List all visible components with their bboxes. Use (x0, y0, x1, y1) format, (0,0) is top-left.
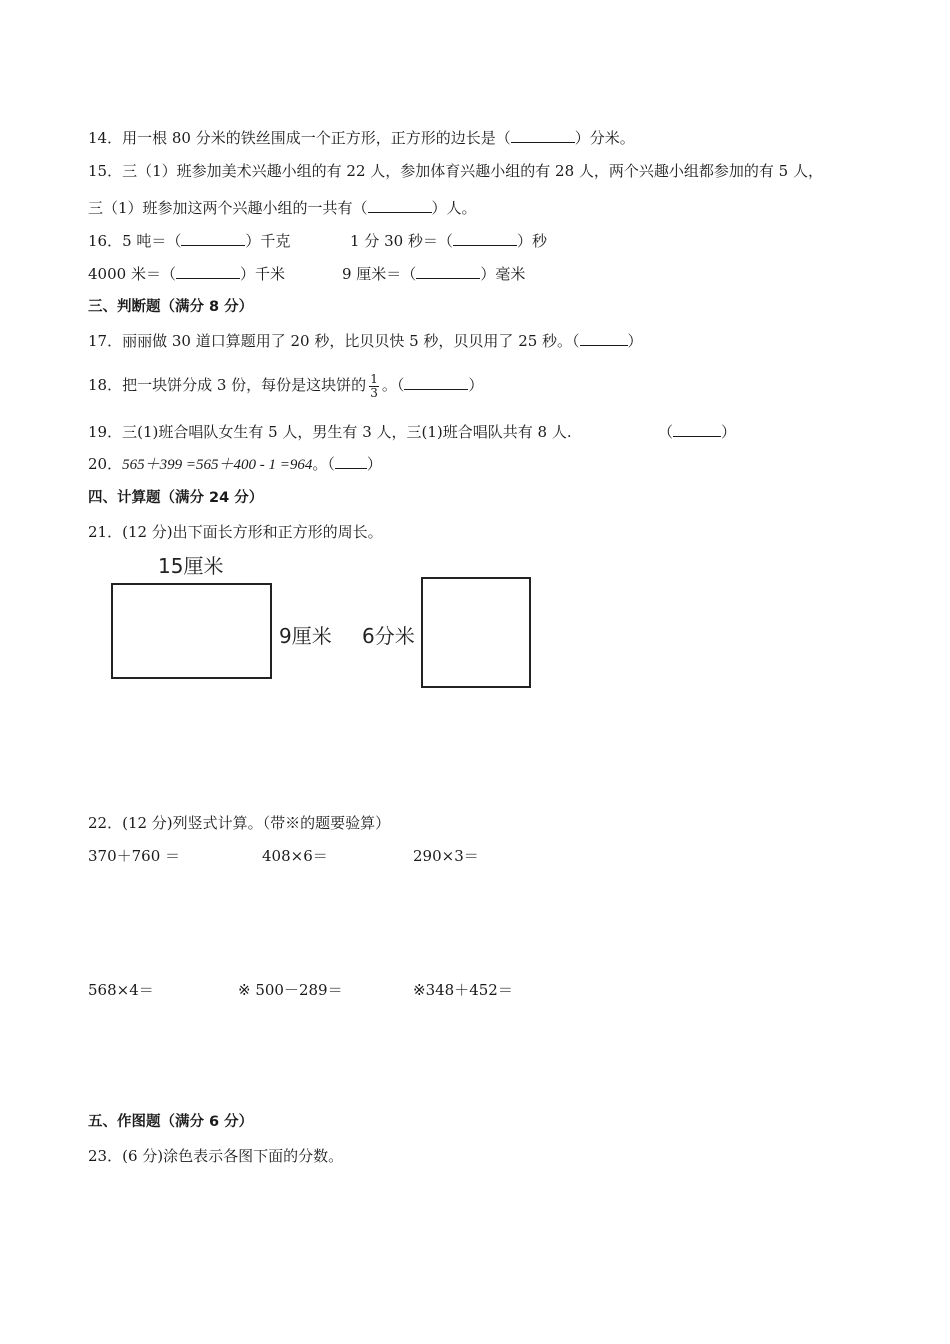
question-text: 丽丽做 30 道口算题用了 20 秒，比贝贝快 5 秒，贝贝用了 25 秒。（ (122, 332, 580, 350)
answer-blank[interactable] (580, 331, 628, 346)
question-text-end: ）分米。 (574, 129, 635, 147)
question-16-item-b (350, 231, 547, 251)
question-text: (12 分)列竖式计算。（带※的题要验算） (122, 814, 391, 832)
conversion-b: 1 分 30 秒＝（ (350, 232, 453, 250)
answer-blank[interactable] (181, 231, 245, 246)
section-heading-judgement: 三、判断题（满分 8 分） (88, 299, 254, 315)
question-text: 三（1）班参加这两个兴趣小组的一共有（ (88, 199, 368, 217)
answer-blank[interactable] (404, 375, 468, 390)
question-number: 17． (88, 332, 123, 350)
conversion-d: 9 厘米＝（ (342, 265, 417, 283)
vertical-calc-4: 568×4＝ (88, 981, 154, 999)
question-number: 15． (88, 162, 123, 180)
question-15 (88, 161, 823, 181)
question-16-item-d (342, 264, 525, 284)
question-19 (88, 422, 572, 442)
close-paren: ） (721, 423, 737, 441)
equation: 565＋399 =565＋400 - 1 =964 (122, 457, 313, 473)
conversion-c: 4000 米＝（ (88, 265, 176, 283)
answer-blank[interactable] (368, 198, 432, 213)
question-text: 三(1)班合唱队女生有 5 人，男生有 3 人，三(1)班合唱队共有 8 人. (122, 423, 572, 441)
square-side-label: 6分米 (362, 624, 415, 648)
answer-blank[interactable] (416, 264, 480, 279)
question-18 (88, 366, 483, 404)
question-text-end: 。（ (381, 376, 405, 394)
section-heading-drawing: 五、作图题（满分 6 分） (88, 1114, 254, 1130)
question-text: 三（1）班参加美术兴趣小组的有 22 人，参加体育兴趣小组的有 28 人，两个兴趣小组都参加的有 5 人， (122, 162, 823, 180)
question-20 (88, 454, 382, 475)
rectangle-shape (111, 583, 272, 679)
question-number: 21． (88, 523, 123, 541)
conversion-d-unit: ）毫米 (480, 265, 526, 283)
rectangle-length-label: 15厘米 (158, 554, 224, 578)
question-text-end: 。（ (312, 455, 335, 473)
answer-blank[interactable] (335, 454, 367, 469)
fraction-denominator: 3 (370, 385, 378, 400)
question-17 (88, 331, 643, 351)
question-14 (88, 128, 635, 148)
answer-blank[interactable] (453, 231, 517, 246)
question-text: 用一根 80 分米的铁丝围成一个正方形，正方形的边长是（ (122, 129, 511, 147)
vertical-calc-5: ※ 500－289＝ (238, 981, 343, 999)
question-number: 20． (88, 455, 123, 473)
question-number: 23． (88, 1147, 123, 1165)
question-text-end: ）人。 (431, 199, 477, 217)
question-text: 把一块饼分成 3 份，每份是这块饼的 (122, 376, 367, 394)
close-paren: ） (468, 376, 484, 394)
fraction-numerator: 1 (370, 371, 378, 386)
fraction-one-third (369, 373, 379, 400)
question-number: 19． (88, 423, 123, 441)
conversion-b-unit: ）秒 (516, 232, 547, 250)
question-16-row-2 (88, 264, 285, 284)
question-16-row-1 (88, 231, 290, 251)
conversion-a-unit: ）千克 (245, 232, 291, 250)
question-number: 16． (88, 232, 123, 250)
rectangle-width-label: 9厘米 (279, 624, 332, 648)
question-23 (88, 1146, 343, 1166)
conversion-a: 5 吨＝（ (122, 232, 182, 250)
question-15-continued (88, 198, 477, 218)
answer-blank[interactable] (673, 422, 721, 437)
question-number: 22． (88, 814, 123, 832)
close-paren: ） (366, 455, 382, 473)
vertical-calc-1: 370＋760 ＝ (88, 847, 181, 865)
question-text: (12 分)出下面长方形和正方形的周长。 (122, 523, 383, 541)
answer-blank[interactable] (176, 264, 240, 279)
close-paren: ） (627, 332, 643, 350)
question-21 (88, 522, 383, 542)
question-19-answer (658, 422, 736, 442)
answer-blank[interactable] (511, 128, 575, 143)
question-text: (6 分)涂色表示各图下面的分数。 (122, 1147, 344, 1165)
question-number: 18． (88, 376, 123, 394)
vertical-calc-2: 408×6＝ (262, 847, 328, 865)
vertical-calc-3: 290×3＝ (413, 847, 479, 865)
conversion-c-unit: ）千米 (239, 265, 285, 283)
question-22 (88, 813, 390, 833)
vertical-calc-6: ※348＋452＝ (413, 981, 513, 999)
question-number: 14． (88, 129, 123, 147)
section-heading-calculation: 四、计算题（满分 24 分） (88, 490, 264, 506)
square-shape (421, 577, 531, 688)
open-paren: （ (658, 423, 674, 441)
